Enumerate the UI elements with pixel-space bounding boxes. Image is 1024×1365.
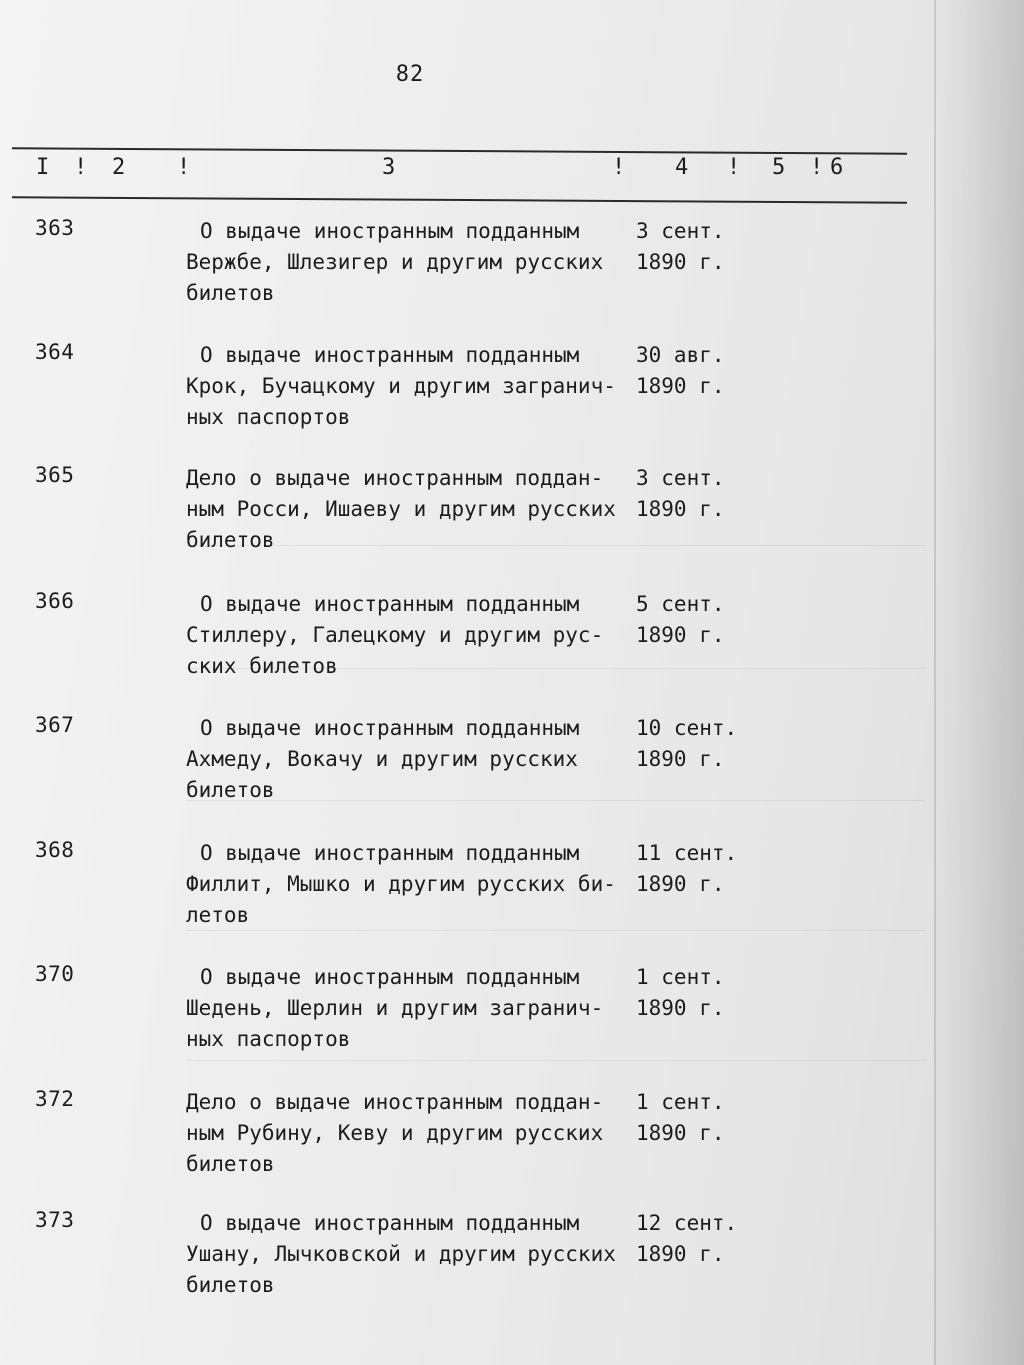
- entry-number: 363: [35, 216, 75, 240]
- description-line: Ахмеду, Вокачу и другим русских: [186, 747, 578, 771]
- date-line: 1890 г.: [636, 996, 725, 1020]
- entry-date: [636, 1087, 725, 1149]
- entry-date: [636, 340, 725, 402]
- date-line: 1890 г.: [636, 872, 725, 896]
- entry-description: [186, 340, 631, 433]
- entry-description: [186, 1087, 631, 1180]
- entry-date: [636, 1208, 737, 1270]
- entry-number: 364: [35, 340, 75, 364]
- description-line: О выдаче иностранным подданным: [200, 219, 580, 243]
- date-line: 3 сент.: [636, 466, 725, 490]
- date-line: 30 авг.: [636, 343, 725, 367]
- entry-date: [636, 216, 725, 278]
- description-line: летов: [186, 903, 250, 927]
- description-line: билетов: [186, 1273, 275, 1297]
- description-line: Шедень, Шерлин и другим загранич-: [186, 996, 604, 1020]
- entry-number: 366: [35, 589, 75, 613]
- register-entry: [0, 1208, 930, 1318]
- page-number: 82: [395, 62, 425, 87]
- entry-description: [186, 838, 631, 931]
- date-line: 1890 г.: [636, 374, 725, 398]
- description-line: Филлит, Мышко и другим русских би-: [186, 872, 616, 896]
- entry-description: [186, 463, 631, 556]
- register-entry: [0, 589, 930, 699]
- header-col-2: 2: [112, 155, 126, 180]
- description-line: Дело о выдаче иностранным поддан-: [186, 466, 604, 490]
- register-entry: [0, 340, 930, 450]
- date-line: 1890 г.: [636, 1121, 725, 1145]
- header-separator: !: [810, 155, 824, 180]
- entry-date: [636, 713, 737, 775]
- date-line: 1890 г.: [636, 497, 725, 521]
- description-line: ным Росси, Ишаеву и другим русских: [186, 497, 616, 521]
- entry-number: 372: [35, 1087, 75, 1111]
- description-line: ных паспортов: [186, 405, 351, 429]
- date-line: 1890 г.: [636, 1242, 725, 1266]
- description-line: Вержбе, Шлезигер и другим русских: [186, 250, 604, 274]
- description-line: Стиллеру, Галецкому и другим рус-: [186, 623, 604, 647]
- header-separator: !: [74, 155, 88, 180]
- entry-description: [186, 1208, 631, 1301]
- date-line: 1890 г.: [636, 623, 725, 647]
- entry-description: [186, 216, 631, 309]
- date-line: 10 сент.: [636, 716, 738, 740]
- description-line: билетов: [186, 778, 275, 802]
- entry-number: 373: [35, 1208, 75, 1232]
- header-col-4: 4: [675, 155, 689, 180]
- description-line: О выдаче иностранным подданным: [200, 716, 580, 740]
- date-line: 3 сент.: [636, 219, 725, 243]
- date-line: 1890 г.: [636, 747, 725, 771]
- date-line: 12 сент.: [636, 1211, 738, 1235]
- description-line: билетов: [186, 1152, 275, 1176]
- entry-description: [186, 713, 631, 806]
- entry-description: [186, 589, 631, 682]
- entry-number: 367: [35, 713, 75, 737]
- description-line: Ушану, Лычковской и другим русских: [186, 1242, 616, 1266]
- header-col-3: 3: [382, 155, 396, 180]
- description-line: ных паспортов: [186, 1027, 351, 1051]
- header-col-1: I: [36, 155, 50, 180]
- description-line: О выдаче иностранным подданным: [200, 841, 580, 865]
- register-entry: [0, 1087, 930, 1197]
- entry-date: [636, 838, 737, 900]
- description-line: О выдаче иностранным подданным: [200, 343, 580, 367]
- description-line: О выдаче иностранным подданным: [200, 592, 580, 616]
- description-line: О выдаче иностранным подданным: [200, 1211, 580, 1235]
- description-line: Дело о выдаче иностранным поддан-: [186, 1090, 604, 1114]
- date-line: 1 сент.: [636, 1090, 725, 1114]
- entry-date: [636, 463, 725, 525]
- date-line: 1 сент.: [636, 965, 725, 989]
- register-entry: [0, 713, 930, 823]
- entry-number: 368: [35, 838, 75, 862]
- entry-number: 365: [35, 463, 75, 487]
- date-line: 5 сент.: [636, 592, 725, 616]
- description-line: ских билетов: [186, 654, 338, 678]
- description-line: Крок, Бучацкому и другим загранич-: [186, 374, 616, 398]
- description-line: билетов: [186, 528, 275, 552]
- entry-date: [636, 589, 725, 651]
- date-line: 11 сент.: [636, 841, 738, 865]
- entry-date: [636, 962, 725, 1024]
- entry-description: [186, 962, 631, 1055]
- register-entry: [0, 463, 930, 573]
- header-col-6: 6: [830, 155, 844, 180]
- register-entry: [0, 962, 930, 1072]
- header-separator: !: [612, 155, 626, 180]
- description-line: ным Рубину, Кеву и другим русских: [186, 1121, 604, 1145]
- description-line: билетов: [186, 281, 275, 305]
- entry-number: 370: [35, 962, 75, 986]
- register-entry: [0, 838, 930, 948]
- header-separator: !: [727, 155, 741, 180]
- description-line: О выдаче иностранным подданным: [200, 965, 580, 989]
- register-entry: [0, 216, 930, 326]
- header-col-5: 5: [772, 155, 786, 180]
- header-separator: !: [177, 155, 191, 180]
- date-line: 1890 г.: [636, 250, 725, 274]
